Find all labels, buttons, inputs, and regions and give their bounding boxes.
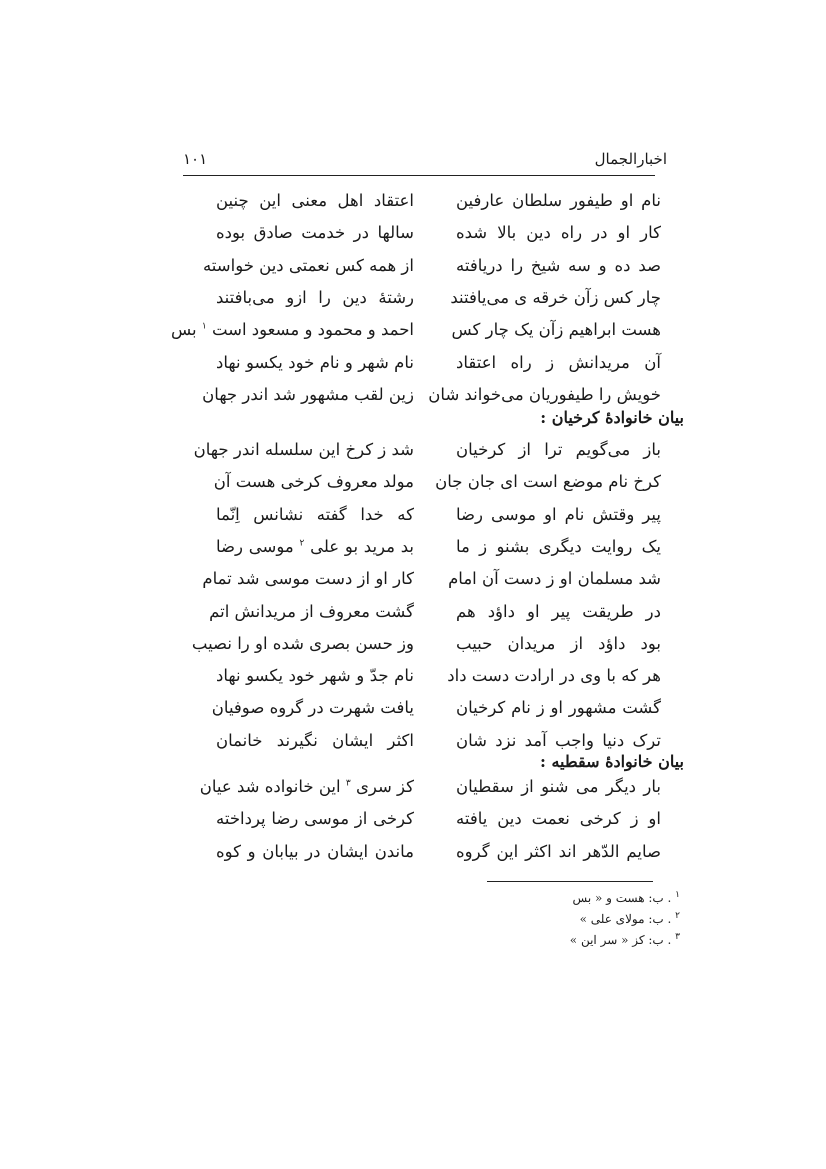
verse-first-hemistich: کار او در راه دین بالا شده (456, 223, 661, 243)
section-heading: بیان خانوادۀ کرخیان : (540, 408, 684, 427)
verse-second-hemistich: مولد معروف کرخی هست آن (213, 472, 414, 492)
verse-second-hemistich: کرخی از موسی رضا پرداخته (216, 809, 414, 829)
verse-first-hemistich: در طریقت پیر او داؤد هم (456, 601, 661, 621)
footnote-marker: ۲ (299, 538, 305, 549)
verse-second-hemistich: نام شهر و نام خود یکسو نهاد (216, 352, 414, 372)
verse-first-hemistich: باز می‌گویم ترا از کرخیان (456, 440, 661, 459)
verse-first-hemistich: گشت مشهور او ز نام کرخیان (456, 698, 661, 718)
section-heading: بیان خانوادۀ سقطیه : (540, 752, 684, 771)
verse-second-hemistich: اکثر ایشان نگیرند خانمان (216, 730, 414, 750)
verse-first-hemistich: نام او طیفور سلطان عارفین (456, 191, 661, 210)
verse-second-hemistich: احمد و محمود و مسعود است $^۱$ بس (170, 320, 414, 340)
verse-second-hemistich: از همه کس نعمتی دین خواسته (202, 255, 414, 275)
verse-second-hemistich: اعتقاد اهل معنی این چنین (216, 191, 414, 210)
verse-second-hemistich: زین لقب مشهور شد اندر جهان (202, 384, 414, 404)
verse-second-hemistich: کار او از دست موسی شد تمام (202, 569, 414, 589)
verse-second-hemistich: ماندن ایشان در بیابان و کوه (216, 841, 414, 861)
footnote-number: ۲ (675, 911, 680, 921)
verse-first-hemistich: صایم الدّهر اند اکثر این گروه (456, 841, 661, 861)
verse-first-hemistich: هر که با وی در ارادت دست داد (447, 666, 661, 686)
verse-second-hemistich: رشتۀ دین را ازو می‌بافتند (216, 287, 414, 307)
footnote-marker: ۳ (345, 778, 351, 789)
verse-first-hemistich: ترک دنیا واجب آمد نزد شان (456, 730, 661, 750)
verse-first-hemistich: یک روایت دیگری بشنو ز ما (456, 536, 661, 556)
running-title: اخبارالجمال (594, 150, 667, 168)
header-rule (183, 175, 655, 176)
verse-first-hemistich: کرخ نام موضع است ای جان جان (435, 472, 661, 492)
verse-first-hemistich: پیر وقتش نام او موسی رضا (456, 504, 661, 524)
verse-second-hemistich: که خدا گفته نشانس اِنّما (216, 504, 414, 524)
verse-first-hemistich: خویش را طیفوریان می‌خواند شان (428, 384, 661, 404)
verse-second-hemistich: وز حسن بصری شده او را نصیب (191, 633, 414, 653)
verse-second-hemistich: شد ز کرخ این سلسله اندر جهان (193, 440, 414, 459)
footnote: $^۲$ . ب: مولای علی » (579, 911, 680, 926)
verse-first-hemistich: او ز کرخی نعمت دین یافته (456, 809, 661, 829)
verse-first-hemistich: چار کس زآن خرقه ی می‌یافتند (450, 287, 661, 307)
verse-first-hemistich: بود داؤد از مریدان حبیب (456, 633, 661, 653)
footnote: $^۳$ . ب: کز « سر این » (569, 932, 680, 947)
verse-second-hemistich: سالها در خدمت صادق بوده (216, 223, 414, 243)
footnote-rule (487, 881, 653, 882)
verse-second-hemistich: نام جدّ و شهر خود یکسو نهاد (216, 666, 414, 686)
footnote-marker: ۱ (201, 321, 207, 332)
verse-second-hemistich: بد مرید بو علی $^۲$ موسی رضا (216, 536, 415, 556)
footnote-number: ۱ (675, 890, 680, 900)
verse-second-hemistich: یافت شهرت در گروه صوفیان (211, 698, 414, 718)
footnote-number: ۳ (675, 932, 680, 942)
verse-first-hemistich: شد مسلمان او ز دست آن امام (448, 569, 661, 589)
verse-first-hemistich: آن مریدانش ز راه اعتقاد (456, 352, 661, 372)
verse-first-hemistich: صد ده و سه شیخ را دریافته (456, 255, 661, 275)
verse-second-hemistich: گشت معروف از مریدانش اتم (209, 601, 414, 621)
verse-first-hemistich: بار دیگر می شنو از سقطیان (456, 777, 661, 796)
verse-second-hemistich: کز سری $^۳$ این خانواده شد عیان (199, 777, 414, 796)
verse-first-hemistich: هست ابراهیم زآن یک چار کس (451, 320, 661, 340)
page-number: ۱۰۱ (183, 150, 208, 168)
footnote: $^۱$ . ب: هست و « بس (572, 890, 680, 905)
